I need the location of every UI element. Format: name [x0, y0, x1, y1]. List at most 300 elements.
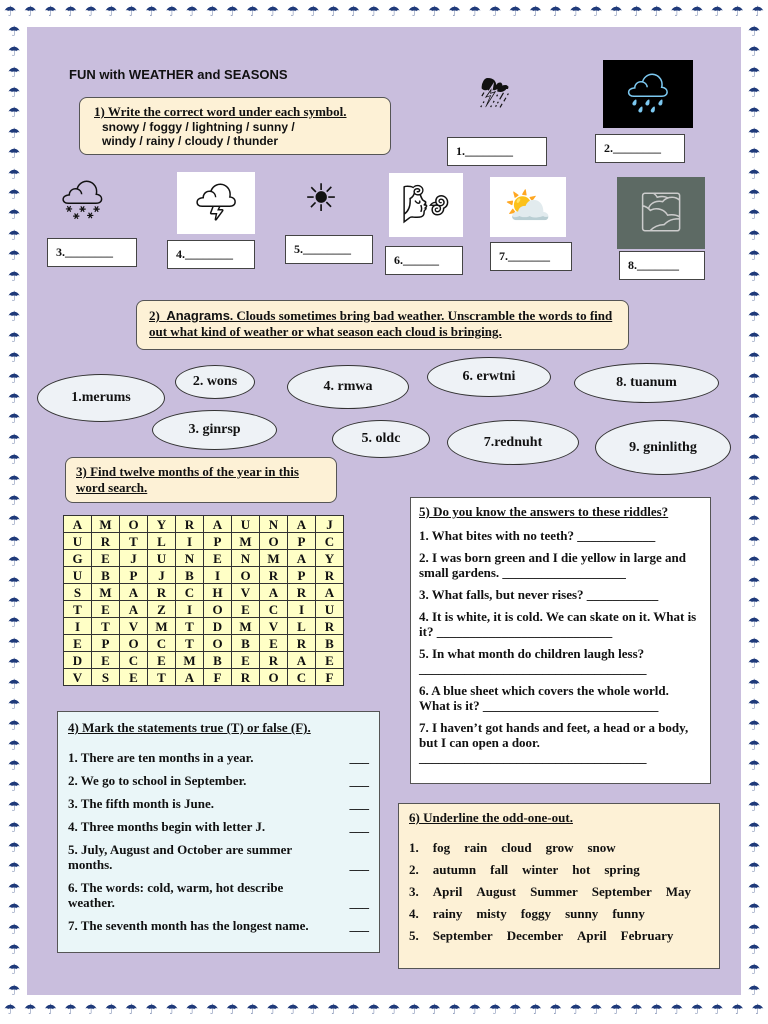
statement-item — [68, 918, 369, 933]
umbrella-icon: ☂ — [670, 5, 684, 20]
umbrella-icon: ☂ — [747, 738, 761, 754]
grid-cell[interactable]: P — [288, 533, 316, 550]
odd-one-out-word[interactable]: spring — [604, 862, 640, 877]
umbrella-icon: ☂ — [747, 208, 761, 224]
umbrella-icon: ☂ — [246, 5, 259, 20]
riddle-item[interactable]: 3. What falls, but never rises? ___________ — [419, 587, 659, 602]
grid-cell[interactable]: R — [260, 567, 288, 584]
wind-icon: 🌬 — [389, 173, 463, 237]
umbrella-icon: ☂ — [747, 65, 761, 81]
grid-cell[interactable]: S — [64, 584, 92, 601]
grid-cell[interactable]: A — [120, 584, 148, 601]
umbrella-icon: ☂ — [387, 5, 401, 20]
grid-cell[interactable]: A — [316, 584, 344, 601]
grid-row — [64, 550, 344, 567]
statement-text: 4. Three months begin with letter J. — [68, 819, 266, 834]
odd-one-out-word[interactable]: April — [577, 928, 607, 943]
grid-cell[interactable]: R — [92, 533, 120, 550]
odd-one-out-word[interactable]: hot — [572, 862, 591, 877]
odd-one-out-word[interactable]: April — [432, 884, 463, 899]
umbrella-icon: ☂ — [24, 5, 37, 20]
grid-cell[interactable]: V — [260, 618, 288, 635]
grid-cell[interactable]: I — [176, 533, 204, 550]
grid-cell[interactable]: T — [176, 635, 204, 652]
umbrella-icon: ☂ — [747, 677, 761, 693]
umbrella-icon: ☂ — [7, 575, 21, 591]
umbrella-icon: ☂ — [747, 453, 761, 469]
grid-cell[interactable]: A — [64, 516, 92, 533]
umbrella-icon: ☂ — [7, 514, 21, 530]
umbrella-icon: ☂ — [747, 881, 761, 897]
grid-cell[interactable]: R — [148, 584, 176, 601]
umbrella-icon: ☂ — [747, 820, 761, 836]
grid-cell[interactable]: R — [288, 584, 316, 601]
grid-cell[interactable]: N — [232, 550, 260, 567]
umbrella-icon: ☂ — [731, 1003, 744, 1018]
umbrella-icon: ☂ — [185, 1003, 199, 1018]
grid-cell[interactable]: C — [176, 584, 204, 601]
umbrella-icon: ☂ — [7, 677, 21, 693]
grid-cell[interactable]: J — [316, 516, 344, 533]
grid-cell[interactable]: I — [64, 618, 92, 635]
grid-cell[interactable]: M — [232, 533, 260, 550]
grid-cell[interactable]: T — [120, 533, 148, 550]
odd-one-out-word[interactable]: September — [591, 884, 652, 899]
umbrella-icon: ☂ — [7, 922, 21, 938]
grid-cell[interactable]: P — [120, 567, 148, 584]
odd-one-out-word[interactable]: rainy — [432, 906, 463, 921]
grid-cell[interactable]: O — [260, 533, 288, 550]
grid-cell[interactable]: B — [176, 567, 204, 584]
grid-cell[interactable]: V — [120, 618, 148, 635]
umbrella-icon: ☂ — [7, 820, 21, 836]
odd-one-out-word[interactable]: autumn — [432, 862, 477, 877]
umbrella-icon: ☂ — [185, 5, 199, 20]
fog-icon: 🌫 — [617, 177, 705, 249]
grid-cell[interactable]: A — [288, 550, 316, 567]
umbrella-icon: ☂ — [7, 800, 21, 816]
grid-cell[interactable]: L — [288, 618, 316, 635]
umbrella-icon: ☂ — [7, 24, 21, 40]
grid-cell[interactable]: U — [148, 550, 176, 567]
grid-cell[interactable]: M — [148, 618, 176, 635]
umbrella-icon: ☂ — [347, 1003, 360, 1018]
umbrella-icon: ☂ — [327, 1003, 340, 1018]
umbrella-icon: ☂ — [468, 1003, 482, 1018]
grid-cell[interactable]: O — [120, 635, 148, 652]
odd-one-out-word[interactable]: rain — [464, 840, 488, 855]
tf-answer-blank[interactable]: ___ — [349, 918, 369, 933]
umbrella-icon: ☂ — [488, 5, 502, 20]
umbrella-icon: ☂ — [367, 1003, 381, 1018]
grid-cell[interactable]: M — [232, 618, 260, 635]
umbrella-icon: ☂ — [747, 616, 761, 632]
umbrella-icon: ☂ — [266, 5, 280, 20]
grid-cell[interactable]: M — [92, 584, 120, 601]
rain-icon: 🌧 — [603, 60, 693, 128]
umbrella-icon: ☂ — [7, 392, 21, 408]
umbrella-icon: ☂ — [747, 330, 761, 346]
umbrella-icon: ☂ — [747, 147, 761, 163]
umbrella-icon: ☂ — [165, 5, 178, 20]
row-number: 1. — [409, 840, 419, 855]
umbrella-icon: ☂ — [64, 1003, 77, 1018]
umbrella-icon: ☂ — [7, 718, 21, 734]
umbrella-icon: ☂ — [7, 902, 21, 918]
statement-item — [68, 819, 369, 834]
lightning-icon: 🌩 — [177, 172, 255, 234]
umbrella-icon: ☂ — [44, 1003, 57, 1018]
row-number: 2. — [409, 862, 419, 877]
umbrella-icon: ☂ — [747, 392, 761, 408]
statement-item — [68, 880, 369, 910]
odd-one-out-word[interactable]: grow — [545, 840, 574, 855]
umbrella-icon: ☂ — [306, 5, 320, 20]
umbrella-icon: ☂ — [650, 1003, 663, 1018]
umbrella-icon: ☂ — [7, 432, 21, 448]
umbrella-icon: ☂ — [7, 596, 21, 612]
grid-cell[interactable]: B — [204, 652, 232, 669]
grid-cell[interactable]: B — [92, 567, 120, 584]
odd-one-out-word[interactable]: May — [665, 884, 692, 899]
umbrella-icon: ☂ — [7, 636, 21, 652]
answer-blank-6[interactable]: 6.______ — [385, 246, 463, 275]
grid-cell[interactable]: G — [64, 550, 92, 567]
umbrella-icon: ☂ — [747, 167, 761, 183]
umbrella-icon: ☂ — [747, 494, 761, 510]
grid-cell[interactable]: U — [64, 533, 92, 550]
answer-blank-7[interactable]: 7._______ — [490, 242, 572, 271]
umbrella-icon: ☂ — [747, 534, 761, 550]
tf-answer-blank[interactable]: ___ — [349, 750, 369, 765]
odd-one-out-word[interactable]: funny — [612, 906, 645, 921]
umbrella-icon: ☂ — [7, 371, 21, 387]
grid-cell[interactable]: R — [260, 652, 288, 669]
grid-cell[interactable]: T — [64, 601, 92, 618]
umbrella-border-top — [0, 2, 768, 24]
row-number: 5. — [409, 928, 419, 943]
umbrella-icon: ☂ — [747, 963, 761, 979]
grid-cell[interactable]: E — [92, 550, 120, 567]
umbrella-icon: ☂ — [650, 5, 663, 20]
section2-title: Anagrams — [166, 308, 230, 323]
grid-cell[interactable]: O — [232, 567, 260, 584]
umbrella-icon: ☂ — [7, 759, 21, 775]
answer-blank-1[interactable]: 1.________ — [447, 137, 547, 166]
odd-one-out-word[interactable]: fog — [432, 840, 451, 855]
grid-row — [64, 635, 344, 652]
umbrella-icon: ☂ — [747, 106, 761, 122]
grid-row — [64, 618, 344, 635]
umbrella-icon: ☂ — [630, 5, 643, 20]
umbrella-icon: ☂ — [747, 636, 761, 652]
worksheet — [27, 27, 741, 995]
grid-cell[interactable]: M — [260, 550, 288, 567]
riddle-item[interactable]: 2. I was born green and I die yellow in large and small gardens. ___________________ — [419, 550, 687, 580]
grid-cell[interactable]: O — [120, 516, 148, 533]
umbrella-icon: ☂ — [84, 5, 98, 20]
riddle-item[interactable]: 6. A blue sheet which covers the whole world. What is it? ___________________________ — [419, 683, 669, 713]
grid-cell[interactable]: O — [260, 669, 288, 686]
section4-box — [57, 711, 380, 953]
answer-blank-2[interactable]: 2.________ — [595, 134, 685, 163]
umbrella-icon: ☂ — [508, 1003, 522, 1018]
statement-item — [68, 773, 369, 788]
umbrella-icon: ☂ — [205, 5, 219, 20]
umbrella-icon: ☂ — [7, 698, 21, 714]
umbrella-icon: ☂ — [347, 5, 360, 20]
grid-cell[interactable]: I — [288, 601, 316, 618]
grid-cell[interactable]: I — [176, 601, 204, 618]
umbrella-icon: ☂ — [747, 800, 761, 816]
grid-cell[interactable]: C — [288, 669, 316, 686]
grid-cell[interactable]: R — [176, 516, 204, 533]
anagram-cloud-9: 9. gninlithg — [595, 420, 731, 475]
odd-one-out-word[interactable]: foggy — [520, 906, 552, 921]
grid-cell[interactable]: P — [204, 533, 232, 550]
grid-cell[interactable]: E — [120, 669, 148, 686]
snow-icon: 🌨 — [58, 180, 107, 222]
answer-blank-3[interactable]: 3.________ — [47, 238, 137, 267]
odd-one-out-word[interactable]: December — [506, 928, 563, 943]
grid-cell[interactable]: D — [64, 652, 92, 669]
grid-cell[interactable]: A — [288, 516, 316, 533]
umbrella-icon: ☂ — [3, 5, 17, 20]
umbrella-icon: ☂ — [24, 1003, 37, 1018]
odd-one-out-row — [409, 906, 709, 921]
umbrella-icon: ☂ — [428, 1003, 441, 1018]
grid-cell[interactable]: I — [204, 567, 232, 584]
umbrella-icon: ☂ — [125, 5, 138, 20]
riddle-item[interactable]: 5. In what month do children laugh less? ___________________________________ — [419, 646, 647, 676]
grid-cell[interactable]: N — [176, 550, 204, 567]
grid-cell[interactable]: O — [204, 601, 232, 618]
anagram-cloud-7: 7.rednuht — [447, 420, 579, 465]
grid-cell[interactable]: U — [232, 516, 260, 533]
umbrella-icon: ☂ — [747, 840, 761, 856]
grid-cell[interactable]: T — [176, 618, 204, 635]
grid-cell[interactable]: O — [204, 635, 232, 652]
grid-row — [64, 652, 344, 669]
grid-cell[interactable]: E — [232, 601, 260, 618]
section3-box — [65, 457, 337, 503]
umbrella-icon: ☂ — [7, 85, 21, 101]
odd-one-out-word[interactable]: August — [476, 884, 517, 899]
grid-cell[interactable]: M — [176, 652, 204, 669]
umbrella-icon: ☂ — [286, 5, 300, 20]
grid-cell[interactable]: A — [176, 669, 204, 686]
odd-one-out-word[interactable]: September — [432, 928, 493, 943]
umbrella-icon: ☂ — [569, 1003, 583, 1018]
grid-cell[interactable]: C — [148, 635, 176, 652]
umbrella-icon: ☂ — [549, 1003, 562, 1018]
grid-cell[interactable]: C — [260, 601, 288, 618]
tf-answer-blank[interactable]: ___ — [349, 895, 369, 910]
grid-row — [64, 516, 344, 533]
umbrella-icon: ☂ — [747, 596, 761, 612]
grid-cell[interactable]: V — [64, 669, 92, 686]
row-number: 4. — [409, 906, 419, 921]
umbrella-icon: ☂ — [690, 1003, 704, 1018]
umbrella-icon: ☂ — [690, 5, 704, 20]
grid-cell[interactable]: E — [204, 550, 232, 567]
tf-answer-blank[interactable]: ___ — [349, 819, 369, 834]
tf-answer-blank[interactable]: ___ — [349, 796, 369, 811]
umbrella-icon: ☂ — [529, 5, 542, 20]
umbrella-icon: ☂ — [747, 575, 761, 591]
umbrella-icon: ☂ — [7, 738, 21, 754]
riddle-item[interactable]: 4. It is white, it is cold. We can skate on it. What is it? ___________________________ — [419, 609, 697, 639]
statement-text: 1. There are ten months in a year. — [68, 750, 254, 765]
riddle-item[interactable]: 1. What bites with no teeth? ____________ — [419, 528, 656, 543]
umbrella-icon: ☂ — [306, 1003, 320, 1018]
page-title: FUN with WEATHER and SEASONS — [69, 67, 288, 82]
grid-cell[interactable]: A — [288, 652, 316, 669]
umbrella-icon: ☂ — [7, 412, 21, 428]
umbrella-icon: ☂ — [7, 269, 21, 285]
grid-cell[interactable]: B — [232, 635, 260, 652]
grid-cell[interactable]: B — [316, 635, 344, 652]
statement-text: 3. The fifth month is June. — [68, 796, 215, 811]
umbrella-border-bottom — [0, 1000, 768, 1022]
umbrella-icon: ☂ — [747, 902, 761, 918]
grid-cell[interactable]: M — [92, 516, 120, 533]
grid-cell[interactable]: E — [316, 652, 344, 669]
grid-cell[interactable]: R — [316, 567, 344, 584]
answer-blank-4[interactable]: 4.________ — [167, 240, 255, 269]
umbrella-icon: ☂ — [7, 106, 21, 122]
odd-one-out-word[interactable]: winter — [522, 862, 559, 877]
grid-cell[interactable]: C — [120, 652, 148, 669]
answer-blank-5[interactable]: 5.________ — [285, 235, 373, 264]
umbrella-icon: ☂ — [286, 1003, 300, 1018]
umbrella-icon: ☂ — [747, 657, 761, 673]
answer-blank-8[interactable]: 8._______ — [619, 251, 705, 280]
section5-heading: 5) Do you know the answers to these riddles? — [419, 504, 669, 519]
umbrella-icon: ☂ — [367, 5, 381, 20]
odd-one-out-word[interactable]: misty — [476, 906, 507, 921]
statement-item — [68, 796, 369, 811]
umbrella-icon: ☂ — [710, 1003, 724, 1018]
odd-one-out-word[interactable]: snow — [587, 840, 616, 855]
grid-cell[interactable]: E — [92, 601, 120, 618]
umbrella-icon: ☂ — [747, 310, 761, 326]
odd-one-out-word[interactable]: February — [620, 928, 674, 943]
umbrella-icon: ☂ — [7, 657, 21, 673]
tf-answer-blank[interactable]: ___ — [349, 857, 369, 872]
section1-heading: 1) Write the correct word under each symbol. — [94, 104, 347, 119]
grid-cell[interactable]: U — [316, 601, 344, 618]
grid-cell[interactable]: E — [232, 652, 260, 669]
grid-cell[interactable]: A — [204, 516, 232, 533]
grid-row — [64, 669, 344, 686]
umbrella-icon: ☂ — [7, 963, 21, 979]
umbrella-icon: ☂ — [747, 759, 761, 775]
section2-box — [136, 300, 629, 350]
umbrella-icon: ☂ — [327, 5, 340, 20]
grid-cell[interactable]: U — [64, 567, 92, 584]
grid-cell[interactable]: T — [148, 669, 176, 686]
grid-row — [64, 567, 344, 584]
anagram-cloud-4: 4. rmwa — [287, 365, 409, 409]
grid-cell[interactable]: T — [92, 618, 120, 635]
grid-cell[interactable]: D — [204, 618, 232, 635]
umbrella-icon: ☂ — [747, 718, 761, 734]
grid-cell[interactable]: V — [232, 584, 260, 601]
grid-cell[interactable]: E — [260, 635, 288, 652]
umbrella-icon: ☂ — [747, 514, 761, 530]
grid-cell[interactable]: Y — [148, 516, 176, 533]
umbrella-icon: ☂ — [64, 5, 77, 20]
umbrella-icon: ☂ — [407, 5, 421, 20]
umbrella-icon: ☂ — [529, 1003, 542, 1018]
umbrella-icon: ☂ — [7, 45, 21, 61]
umbrella-icon: ☂ — [7, 65, 21, 81]
grid-cell[interactable]: Y — [316, 550, 344, 567]
grid-cell[interactable]: J — [148, 567, 176, 584]
grid-cell[interactable]: L — [148, 533, 176, 550]
umbrella-icon: ☂ — [751, 5, 764, 20]
statement-text: 7. The seventh month has the longest name. — [68, 918, 309, 933]
grid-cell[interactable]: E — [148, 652, 176, 669]
odd-one-out-word[interactable]: fall — [490, 862, 509, 877]
section1-box — [79, 97, 391, 155]
section2-number: 2) — [149, 308, 160, 323]
grid-cell[interactable]: R — [288, 635, 316, 652]
grid-cell[interactable]: A — [120, 601, 148, 618]
grid-cell[interactable]: F — [316, 669, 344, 686]
grid-cell[interactable]: C — [316, 533, 344, 550]
grid-cell[interactable]: S — [92, 669, 120, 686]
tf-answer-blank[interactable]: ___ — [349, 773, 369, 788]
grid-cell[interactable]: R — [232, 669, 260, 686]
umbrella-icon: ☂ — [145, 1003, 158, 1018]
anagram-cloud-2: 2. wons — [175, 365, 255, 399]
grid-cell[interactable]: P — [92, 635, 120, 652]
umbrella-icon: ☂ — [747, 85, 761, 101]
umbrella-icon: ☂ — [145, 5, 158, 20]
sun-icon: ☀ — [303, 177, 339, 220]
umbrella-icon: ☂ — [731, 5, 744, 20]
umbrella-icon: ☂ — [589, 1003, 603, 1018]
odd-one-out-word[interactable]: cloud — [501, 840, 532, 855]
grid-cell[interactable]: H — [204, 584, 232, 601]
umbrella-icon: ☂ — [407, 1003, 421, 1018]
umbrella-icon: ☂ — [747, 24, 761, 40]
grid-cell[interactable]: E — [92, 652, 120, 669]
grid-cell[interactable]: J — [120, 550, 148, 567]
section5-box — [410, 497, 711, 784]
riddle-item[interactable]: 7. I haven’t got hands and feet, a head or a body, but I can open a door. ___________________________________ — [419, 720, 689, 765]
section6-box — [398, 803, 720, 969]
umbrella-icon: ☂ — [246, 1003, 259, 1018]
umbrella-icon: ☂ — [226, 1003, 239, 1018]
umbrella-icon: ☂ — [165, 1003, 178, 1018]
grid-cell[interactable]: A — [260, 584, 288, 601]
grid-cell[interactable]: Z — [148, 601, 176, 618]
grid-cell[interactable]: P — [288, 567, 316, 584]
grid-cell[interactable]: F — [204, 669, 232, 686]
anagram-cloud-3: 3. ginrsp — [152, 410, 277, 450]
umbrella-icon: ☂ — [7, 249, 21, 265]
grid-cell[interactable]: R — [316, 618, 344, 635]
odd-one-out-word[interactable]: sunny — [565, 906, 599, 921]
grid-row — [64, 533, 344, 550]
grid-cell[interactable]: E — [64, 635, 92, 652]
statement-text: 5. July, August and October are summer months. — [68, 842, 292, 872]
grid-cell[interactable]: N — [260, 516, 288, 533]
odd-one-out-word[interactable]: Summer — [530, 884, 578, 899]
